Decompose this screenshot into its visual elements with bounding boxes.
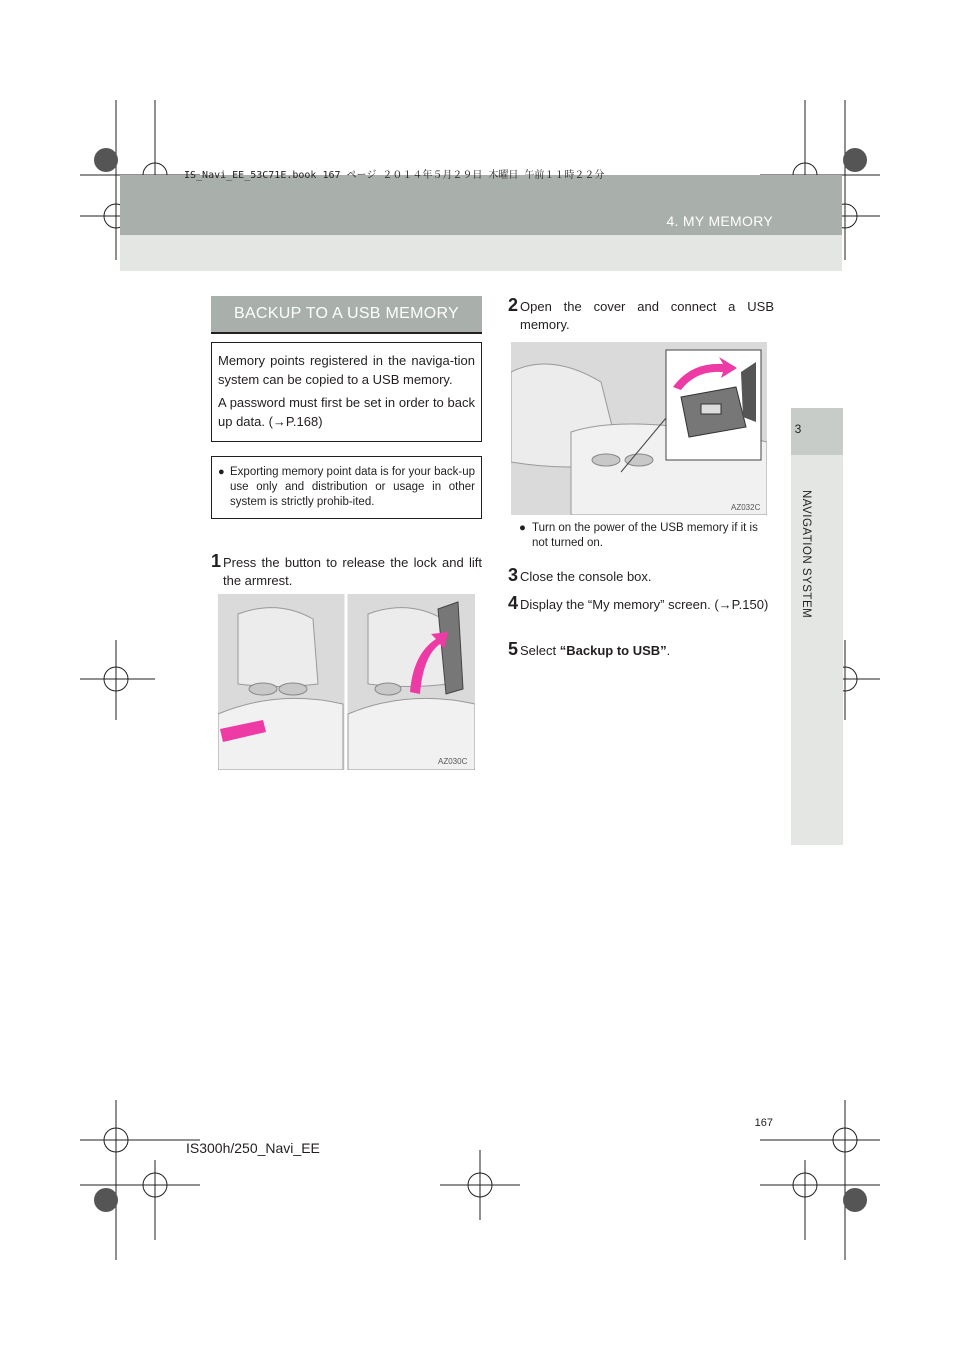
step-number: 1	[211, 551, 222, 571]
usb-power-text: Turn on the power of the USB memory if it is not turned on.	[532, 522, 758, 549]
step-text: Close the console box.	[520, 569, 652, 584]
step-text: Press the button to release the lock and lift the armrest.	[223, 555, 482, 588]
armrest-drawing	[218, 594, 475, 770]
chapter-label: NAVIGATION SYSTEM	[800, 490, 812, 619]
step-number: 3	[508, 565, 519, 585]
step-2	[508, 296, 774, 334]
left-column	[211, 296, 482, 519]
section-title: 4. MY MEMORY	[666, 213, 773, 229]
note-box	[211, 456, 482, 519]
bullet-dot-icon: ●	[519, 522, 526, 534]
chapter-number: 3	[794, 422, 802, 436]
armrest-illustration	[218, 594, 475, 770]
header-band-light	[120, 235, 842, 271]
intro-paragraph-1: Memory points registered in the naviga-tion system can be copied to a USB memory.	[218, 353, 475, 387]
print-info-line: IS_Navi_EE_53C71E.book 167 ページ ２０１４年５月２９日 木曜日 午前１１時２２分	[184, 170, 605, 181]
illustration-code: AZ030C	[438, 757, 468, 766]
illustration-code: AZ032C	[731, 503, 761, 512]
note-text: Exporting memory point data is for your back-up use only and distribution or usage in other system is strictly prohib-ited.	[230, 466, 475, 508]
section-heading: BACKUP TO A USB MEMORY	[211, 296, 482, 334]
intro-paragraph-2: A password must first be set in order to back up data. (→P.168)	[218, 395, 475, 429]
step-text: Open the cover and connect a USB memory.	[520, 299, 774, 332]
step-5	[508, 640, 774, 660]
intro-box	[211, 342, 482, 442]
note-bullet	[218, 465, 475, 510]
step-4	[508, 594, 774, 614]
step-text-prefix: Select	[520, 643, 560, 658]
doc-code: IS300h/250_Navi_EE	[186, 1140, 320, 1156]
step-text	[520, 640, 670, 660]
step-text: Display the “My memory” screen. (→P.150)	[520, 597, 769, 612]
page-number: 167	[754, 1117, 773, 1129]
usb-drawing	[511, 342, 767, 515]
step-text-suffix: .	[666, 643, 671, 658]
step-number: 2	[508, 295, 519, 315]
usb-illustration	[511, 342, 767, 515]
usb-power-note	[519, 521, 774, 551]
step-1	[211, 552, 482, 590]
step-3	[508, 566, 774, 586]
step-number: 4	[508, 593, 519, 613]
bullet-dot-icon: ●	[218, 466, 225, 478]
step-number: 5	[508, 639, 519, 659]
backup-to-usb-label: “Backup to USB”	[559, 643, 667, 658]
